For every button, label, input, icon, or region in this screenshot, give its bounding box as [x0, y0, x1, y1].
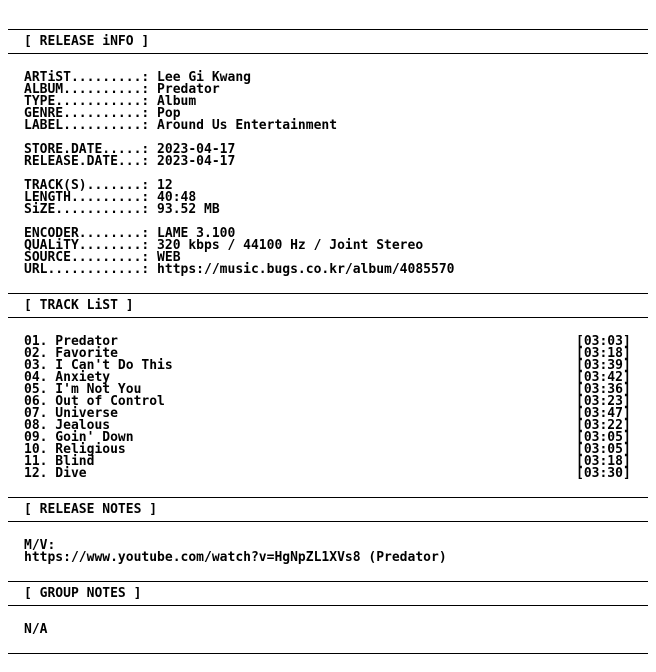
info-encoder: ENCODER........: LAME 3.100 — [24, 226, 236, 241]
track-duration: [03:03] — [576, 334, 631, 349]
info-tracks: TRACK(S).......: 12 — [24, 178, 173, 193]
section-rule — [8, 53, 648, 54]
info-type: TYPE...........: Album — [24, 94, 197, 109]
track-title: 07. Universe — [24, 406, 118, 421]
track-duration: [03:22] — [576, 418, 631, 433]
section-rule — [8, 653, 648, 654]
track-title: 02. Favorite — [24, 346, 118, 361]
section-header-track-list: [ TRACK LiST ] — [24, 298, 134, 313]
track-title: 05. I'm Not You — [24, 382, 142, 397]
track-title: 09. Goin' Down — [24, 430, 134, 445]
release-notes-mv-label: M/V: — [24, 538, 56, 553]
section-rule — [8, 293, 648, 294]
track-title: 12. Dive — [24, 466, 87, 481]
section-rule — [8, 605, 648, 606]
release-notes-mv-link: https://www.youtube.com/watch?v=HgNpZL1XVs8 (Predator) — [24, 550, 447, 565]
section-rule — [8, 29, 648, 30]
info-source: SOURCE.........: WEB — [24, 250, 181, 265]
info-url: URL............: https://music.bugs.co.kr/album/4085570 — [24, 262, 455, 277]
info-size: SiZE...........: 93.52 MB — [24, 202, 220, 217]
track-duration: [03:39] — [576, 358, 631, 373]
track-title: 01. Predator — [24, 334, 118, 349]
track-duration: [03:18] — [576, 346, 631, 361]
info-length: LENGTH.........: 40:48 — [24, 190, 197, 205]
section-rule — [8, 317, 648, 318]
track-title: 11. Blind — [24, 454, 95, 469]
section-header-release-notes: [ RELEASE NOTES ] — [24, 502, 158, 517]
track-title: 10. Religious — [24, 442, 126, 457]
info-quality: QUALiTY........: 320 kbps / 44100 Hz / Joint Stereo — [24, 238, 424, 253]
info-release-date: RELEASE.DATE...: 2023-04-17 — [24, 154, 236, 169]
track-duration: [03:18] — [576, 454, 631, 469]
track-duration: [03:36] — [576, 382, 631, 397]
track-title: 08. Jealous — [24, 418, 111, 433]
group-notes-text: N/A — [24, 622, 48, 637]
track-title: 04. Anxiety — [24, 370, 111, 385]
section-header-release-info: [ RELEASE iNFO ] — [24, 34, 150, 49]
info-album: ALBUM..........: Predator — [24, 82, 220, 97]
track-title: 03. I Can't Do This — [24, 358, 173, 373]
track-duration: [03:42] — [576, 370, 631, 385]
section-rule — [8, 497, 648, 498]
info-artist: ARTiST.........: Lee Gi Kwang — [24, 70, 251, 85]
section-rule — [8, 521, 648, 522]
section-rule — [8, 581, 648, 582]
track-duration: [03:05] — [576, 430, 631, 445]
info-genre: GENRE..........: Pop — [24, 106, 181, 121]
info-store-date: STORE.DATE.....: 2023-04-17 — [24, 142, 236, 157]
section-header-group-notes: [ GROUP NOTES ] — [24, 586, 142, 601]
info-label: LABEL..........: Around Us Entertainment — [24, 118, 338, 133]
track-duration: [03:30] — [576, 466, 631, 481]
track-duration: [03:47] — [576, 406, 631, 421]
track-title: 06. Out of Control — [24, 394, 165, 409]
track-duration: [03:05] — [576, 442, 631, 457]
track-duration: [03:23] — [576, 394, 631, 409]
